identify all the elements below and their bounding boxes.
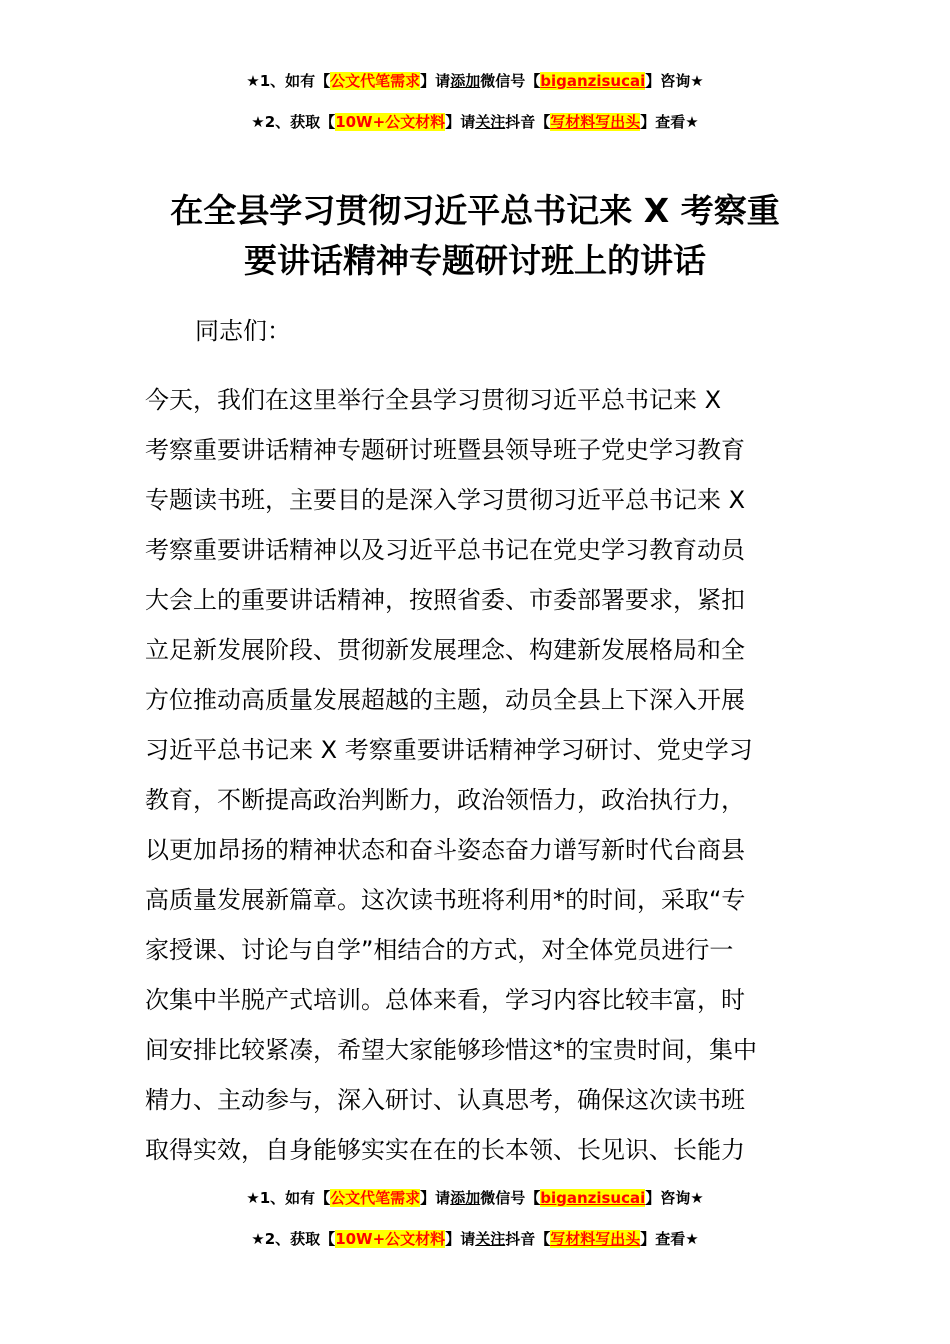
banner-prefix: ★2、获取【 [251, 1230, 336, 1248]
banner-underline-text: 添加 [450, 72, 481, 90]
body-line: 取得实效，自身能够实实在在的长本领、长见识、长能力 [145, 1136, 745, 1164]
banner-prefix: ★1、如有【 [246, 72, 331, 90]
body-line: 考察重要讲话精神以及习近平总书记在党史学习教育动员 [145, 536, 745, 564]
banner-suffix: 】查看★ [640, 1230, 699, 1248]
banner-highlight-service: 公文代笔需求 [330, 1189, 421, 1207]
banner-underline-text: 关注 [475, 1230, 506, 1248]
body-line: 精力、主动参与，深入研讨、认真思考，确保这次读书班 [145, 1086, 745, 1114]
banner-suffix: 】咨询★ [645, 72, 704, 90]
banner-suffix: 】查看★ [640, 113, 699, 131]
banner-underline-text: 添加 [450, 1189, 481, 1207]
salutation: 同志们： [195, 317, 291, 345]
body-line: 大会上的重要讲话精神，按照省委、市委部署要求，紧扣 [145, 586, 745, 614]
title-line-1: 在全县学习贯彻习近平总书记来 X 考察重 [170, 191, 780, 230]
body-line: 教育，不断提高政治判断力，政治领悟力，政治执行力， [145, 786, 745, 814]
banner-text: 微信号【 [480, 1189, 541, 1207]
body-paragraph [145, 375, 807, 1175]
body-line: 考察重要讲话精神专题研讨班暨县领导班子党史学习教育 [145, 436, 745, 464]
banner-text: 】请 [445, 113, 476, 131]
body-line: 高质量发展新篇章。这次读书班将利用*的时间，采取“专 [145, 886, 746, 914]
header-banner-line-2 [0, 111, 950, 133]
body-line: 习近平总书记来 X 考察重要讲话精神学习研讨、党史学习 [145, 736, 753, 764]
banner-highlight-service: 公文代笔需求 [330, 72, 421, 90]
banner-prefix: ★1、如有【 [246, 1189, 331, 1207]
banner-douyin-id: 写材料写出头 [550, 113, 641, 131]
body-line: 次集中半脱产式培训。总体来看，学习内容比较丰富，时 [145, 986, 745, 1014]
banner-text: 微信号【 [480, 72, 541, 90]
body-line: 今天，我们在这里举行全县学习贯彻习近平总书记来 X [145, 386, 722, 414]
body-line: 以更加昂扬的精神状态和奋斗姿态奋力谱写新时代台商县 [145, 836, 745, 864]
body-line: 家授课、讨论与自学”相结合的方式，对全体党员进行一 [145, 936, 734, 964]
banner-text: 抖音【 [505, 1230, 551, 1248]
banner-wechat-id: biganzisucai [540, 72, 646, 90]
body-line: 专题读书班，主要目的是深入学习贯彻习近平总书记来 X [145, 486, 746, 514]
banner-text: 】请 [445, 1230, 476, 1248]
banner-text: 】请 [420, 1189, 451, 1207]
banner-highlight-materials: 10W+公文材料 [335, 1230, 446, 1248]
document-title [100, 186, 850, 286]
body-line: 立足新发展阶段、贯彻新发展理念、构建新发展格局和全 [145, 636, 745, 664]
footer-banner-line-2 [0, 1228, 950, 1250]
body-line: 方位推动高质量发展超越的主题，动员全县上下深入开展 [145, 686, 745, 714]
title-line-2: 要讲话精神专题研讨班上的讲话 [244, 241, 706, 280]
banner-text: 】请 [420, 72, 451, 90]
body-line: 间安排比较紧凑，希望大家能够珍惜这*的宝贵时间，集中 [145, 1036, 757, 1064]
banner-douyin-id: 写材料写出头 [550, 1230, 641, 1248]
footer-banner-line-1 [0, 1187, 950, 1209]
banner-text: 抖音【 [505, 113, 551, 131]
header-banner-line-1 [0, 70, 950, 92]
banner-underline-text: 关注 [475, 113, 506, 131]
banner-highlight-materials: 10W+公文材料 [335, 113, 446, 131]
banner-prefix: ★2、获取【 [251, 113, 336, 131]
banner-suffix: 】咨询★ [645, 1189, 704, 1207]
banner-wechat-id: biganzisucai [540, 1189, 646, 1207]
